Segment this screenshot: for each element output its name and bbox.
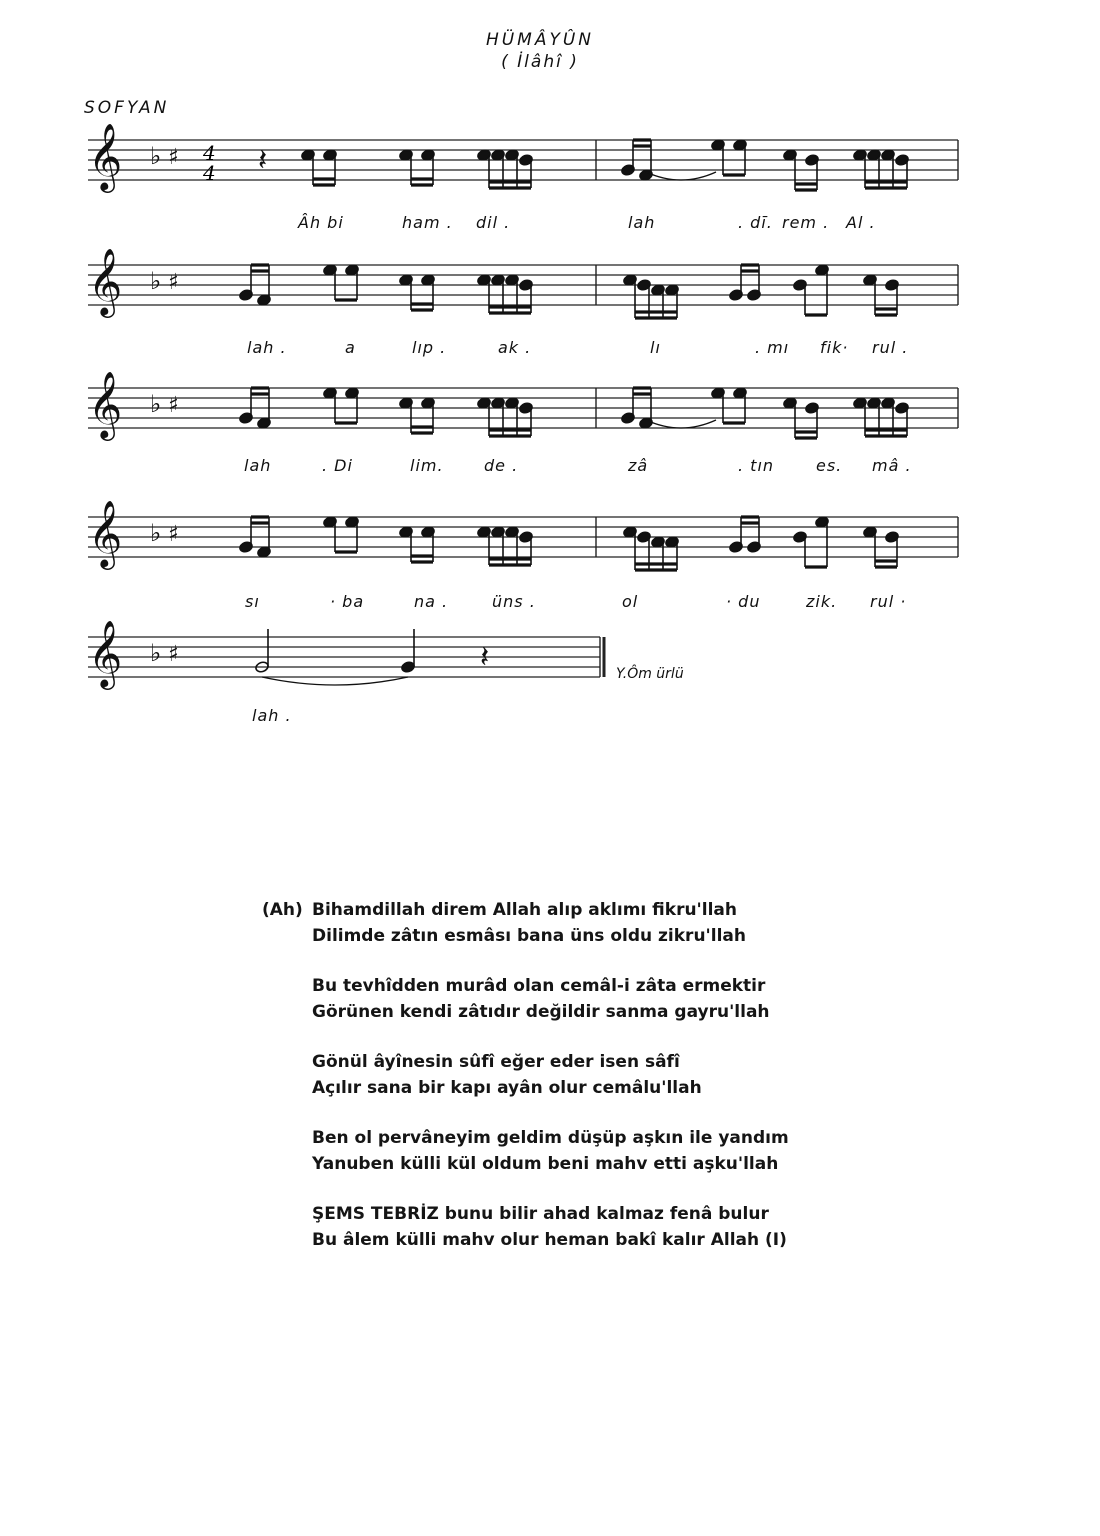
verse-line bbox=[262, 897, 789, 923]
verse-text: Gönül âyînesin sûfî eğer eder isen sâfî bbox=[312, 1052, 680, 1072]
lyric-syllable: rul · bbox=[870, 592, 907, 611]
lyric-syllable: mâ . bbox=[872, 456, 912, 475]
flat-icon: ♭ bbox=[150, 639, 162, 667]
lyric-syllable: ham . bbox=[402, 213, 453, 232]
sharp-icon: ♯ bbox=[168, 145, 179, 170]
lyric-syllable: sı bbox=[245, 592, 260, 611]
lyric-syllable: na . bbox=[414, 592, 449, 611]
lyric-syllable: es. bbox=[816, 456, 843, 475]
lyric-syllable: · ba bbox=[330, 592, 365, 611]
slur bbox=[646, 420, 716, 428]
verse-text: Görünen kendi zâtıdır değildir sanma gayru'llah bbox=[312, 1002, 770, 1022]
verse-text: Bihamdillah direm Allah alıp aklımı fikru'llah bbox=[312, 900, 737, 920]
music-score bbox=[0, 0, 1100, 760]
verse-line bbox=[262, 1151, 789, 1177]
lyric-syllable: lah . bbox=[247, 338, 287, 357]
verse-prefix: (Ah) bbox=[262, 900, 303, 920]
verse-line bbox=[262, 1049, 789, 1075]
stanza bbox=[262, 1125, 789, 1177]
treble-clefs bbox=[88, 122, 179, 690]
flat-icon: ♭ bbox=[150, 267, 162, 295]
lyric-syllable: zik. bbox=[806, 592, 838, 611]
flat-icon: ♭ bbox=[150, 519, 162, 547]
verse-text: Ben ol pervâneyim geldim düşüp aşkın ile yandım bbox=[312, 1128, 789, 1148]
stanza bbox=[262, 897, 789, 949]
rest-icon: 𝄽 bbox=[480, 640, 490, 675]
lyric-syllable: Al . bbox=[846, 213, 876, 232]
verse-line bbox=[262, 1075, 789, 1101]
verse-text: Açılır sana bir kapı ayân olur cemâlu'llah bbox=[312, 1078, 702, 1098]
lyric-syllable: lıp . bbox=[412, 338, 447, 357]
lyric-syllable: . dī. bbox=[738, 213, 773, 232]
verse-text: Yanuben külli kül oldum beni mahv etti aşku'llah bbox=[312, 1154, 779, 1174]
makam-label: SOFYAN bbox=[84, 98, 170, 118]
stanza bbox=[262, 1049, 789, 1101]
verse-line bbox=[262, 973, 789, 999]
lyric-syllable: a bbox=[345, 338, 356, 357]
lyric-syllable: ak . bbox=[498, 338, 532, 357]
verse-block bbox=[262, 897, 789, 1277]
song-subtitle: ( İlâhî ) bbox=[501, 52, 579, 72]
lyric-syllable: · du bbox=[726, 592, 761, 611]
verse-text: ŞEMS TEBRİZ bunu bilir ahad kalmaz fenâ bulur bbox=[312, 1204, 769, 1224]
lyric-syllable: . mı bbox=[755, 338, 790, 357]
verse-text: Bu tevhîdden murâd olan cemâl-i zâta ermektir bbox=[312, 976, 766, 996]
slur bbox=[646, 172, 716, 180]
lyric-syllable: lı bbox=[650, 338, 661, 357]
verse-text: Bu âlem külli mahv olur heman bakî kalır Allah (I) bbox=[312, 1230, 787, 1250]
rest-icon: 𝄽 bbox=[258, 143, 268, 178]
stanza bbox=[262, 973, 789, 1025]
lyric-syllable: lah bbox=[628, 213, 656, 232]
treble-clef-icon: 𝄞 bbox=[88, 619, 123, 687]
lyric-syllable: zâ bbox=[628, 456, 649, 475]
verse-line bbox=[262, 1227, 789, 1253]
sharp-icon: ♯ bbox=[168, 642, 179, 667]
sharp-icon: ♯ bbox=[168, 393, 179, 418]
lyric-syllable: . tın bbox=[738, 456, 775, 475]
time-signature-bottom: 4 bbox=[203, 161, 216, 185]
lyric-syllable: . Di bbox=[322, 456, 353, 475]
sharp-icon: ♯ bbox=[168, 270, 179, 295]
lyric-syllable: lah . bbox=[252, 706, 292, 725]
lyric-syllable: de . bbox=[484, 456, 519, 475]
flat-icon: ♭ bbox=[150, 390, 162, 418]
verse-line bbox=[262, 1125, 789, 1151]
lyric-syllable: rul . bbox=[872, 338, 909, 357]
note-head bbox=[401, 661, 416, 674]
lyric-syllable: dil . bbox=[476, 213, 511, 232]
lyric-syllable: Âh bi bbox=[298, 213, 344, 232]
slur bbox=[262, 677, 408, 685]
verse-line bbox=[262, 999, 789, 1025]
verse-line bbox=[262, 1201, 789, 1227]
lyric-syllable: lim. bbox=[410, 456, 444, 475]
lyric-syllable: fik· bbox=[820, 338, 849, 357]
verse-text: Dilimde zâtın esmâsı bana üns oldu zikru'llah bbox=[312, 926, 746, 946]
lyric-syllable: lah bbox=[244, 456, 272, 475]
lyric-syllable: ol bbox=[622, 592, 639, 611]
lyric-syllable: rem . bbox=[782, 213, 830, 232]
song-title: HÜMÂYÛN bbox=[485, 30, 595, 50]
time-signature-top: 4 bbox=[203, 141, 216, 165]
treble-clef-icon: 𝄞 bbox=[88, 370, 123, 438]
lyric-syllable: üns . bbox=[492, 592, 536, 611]
treble-clef-icon: 𝄞 bbox=[88, 499, 123, 567]
stanza bbox=[262, 1201, 789, 1253]
sharp-icon: ♯ bbox=[168, 522, 179, 547]
treble-clef-icon: 𝄞 bbox=[88, 122, 123, 190]
verse-line bbox=[262, 923, 789, 949]
composer-signature: Y.Ôm ürlü bbox=[616, 666, 684, 682]
treble-clef-icon: 𝄞 bbox=[88, 247, 123, 315]
flat-icon: ♭ bbox=[150, 142, 162, 170]
